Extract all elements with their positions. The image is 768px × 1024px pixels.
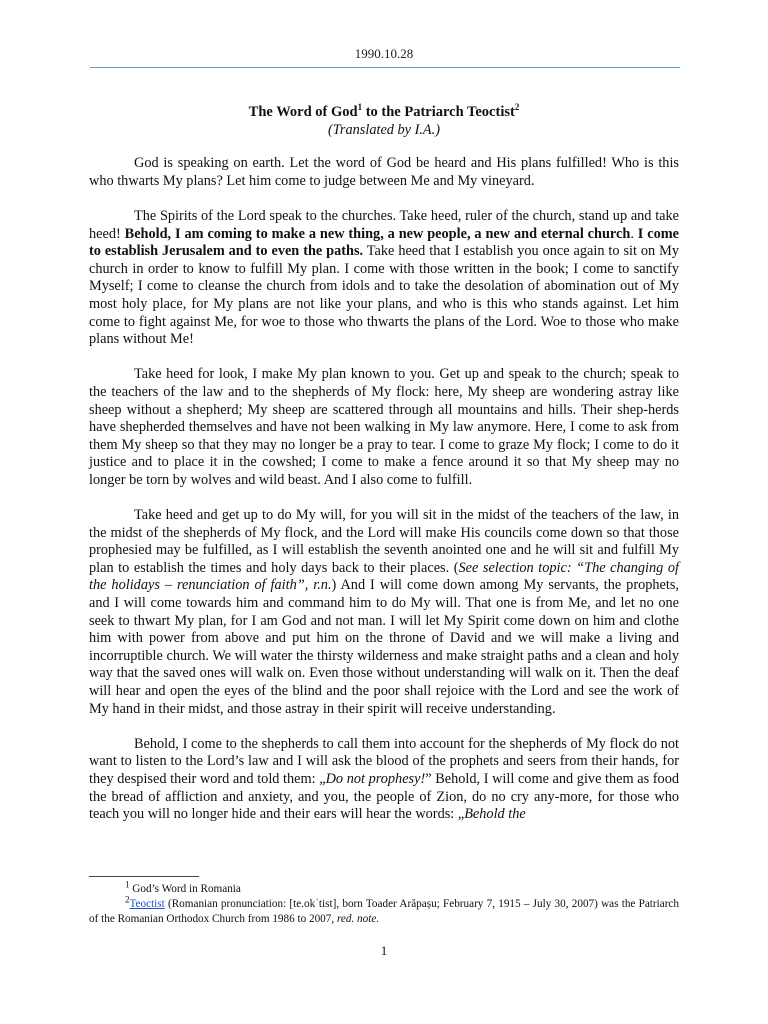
paragraph-5-text-a: Behold, I come to the shepherds to call them into account for the shepherds of My flock do not want to listen to the Lord’s law and I will ask the blood of the prophets and seers from their hands, for they despised their word and told them: „ [89,735,679,787]
footnote-2 [89,894,679,927]
page-header-date: 1990.10.28 [354,46,414,61]
paragraph-5-quote-continued: Behold the [464,806,526,823]
paragraph-2-bold-a: Behold, I am coming to make a new thing, a new people, a new and eternal church [124,225,631,242]
document-title [89,104,679,122]
paragraph-5-text-b: ” Behold, I will come and give them as food the bread of affliction and anxiety, and you, the people of Zion, do no cry any-more, for those who teach you will no longer hide and their ears will hear the words: „ [89,770,679,823]
paragraph-4-text-a: Take heed and get up to do My will, for you will sit in the midst of the teachers of the law, in the midst of the shepherds of My flock, and the Lord will make His councils come down so that those prophesied may be fulfilled, as I will establish the seventh anointed one and he will sit and fulfill My plan to establish the times and holy days back to their places. ( [89,507,679,576]
paragraph-2-bold-b: I come to establish Jerusalem and to even the paths. [89,225,679,260]
document-subtitle: (Translated by I.A.) [328,121,440,138]
paragraph-4-text-b: ) And I will come down among My servants, the prophets, and I will come towards him and command him to do My will. That one is from Me, and let no one seek to thwart My plan, for I am God and not man. I will let My Spirit come down on him and clothe him with power from above and put him on the throne of David and we will make a living and incorruptible church. We will water the thirsty wilderness and make straight paths and a clean and holy way that the saved ones will walk on. Even those without understanding will walk on it. Then the deaf will hear and open the eyes of the blind and the poor shall rejoice with the Lord and see the work of My hand in their midst, and those astray in their spirit will receive understanding. [89,577,679,717]
paragraph-4 [89,507,679,718]
paragraph-2 [89,208,679,349]
footnote-ref-1[interactable]: 1 [357,102,363,113]
paragraph-3: Take heed for look, I make My plan known to you. Get up and speak to the church; speak to the teachers of the law and to the shepherds of My flock: here, My sheep are wondering astray like sheep without a shepherd; My sheep are scattered through all mountains and hills. Their shep-herds have shepherded themselves and have not been walking in My law anymore. Here, I come to ask from them My sheep so that they may no longer be a pray to tear. I come to graze My flock; I come to do it justice and to place it in the cowshed; I come to make a fence around it so that My sheep may no longer be torn by wolves and wild beast. And I also come to fulfill. [89,366,679,488]
footnote-1 [89,879,679,897]
paragraph-2-text-c: Take heed that I establish you once again to sit on My church in order to know to fulfill My plan. I come with those written in the book; I come to sanctify Myself; I come to cleanse the church from idols and to take the desolation of abomination out of My most holy place, for My plans are not like your plans, and who is this who stands against. Let him come to fight against Me, for woe to those who thwarts the plans of the Lord. Woe to those who make plans without Me! [89,243,680,348]
paragraph-2-text-b: . [630,225,638,242]
footnote-separator [89,876,199,877]
paragraph-1: God is speaking on earth. Let the word of God be heard and His plans fulfilled! Who is this who thwarts My plans? Let him come to judge between Me and My vineyard. [89,155,679,189]
footnote-ref-2[interactable]: 2 [514,102,520,113]
footnote-2-red-note: red. note. [336,913,380,925]
page-number: 1 [380,943,388,958]
footnotes [89,879,679,927]
paragraph-5 [89,736,679,824]
footnote-1-text: God’s Word in Romania [129,883,241,895]
paragraph-2-text-a: The Spirits of the Lord speak to the churches. Take heed, ruler of the church, stand up and take heed! [89,207,679,242]
footnote-1-mark: 1 [125,879,130,890]
paragraph-5-quote: Do not prophesy! [325,770,426,787]
document-body [89,104,679,841]
footnote-2-text: (Romanian pronunciation: [te.okˈtist], born Toader Arăpașu; February 7, 1915 – July 30, 2007) was the Patriarch of the Romanian Orthodox Church from 1986 to 2007, [89,898,679,925]
header-divider [90,67,680,68]
footnote-2-mark: 2 [125,894,130,905]
footnote-2-indent [89,898,125,910]
teoctist-link[interactable]: Teoctist [129,898,165,910]
title-main: The Word of God [248,104,358,120]
paragraph-4-selection-topic: See selection topic: “The changing of the holidays – renunciation of faith”, r.n. [89,559,679,594]
title-connector: to the Patriarch Teoctist [362,104,515,120]
